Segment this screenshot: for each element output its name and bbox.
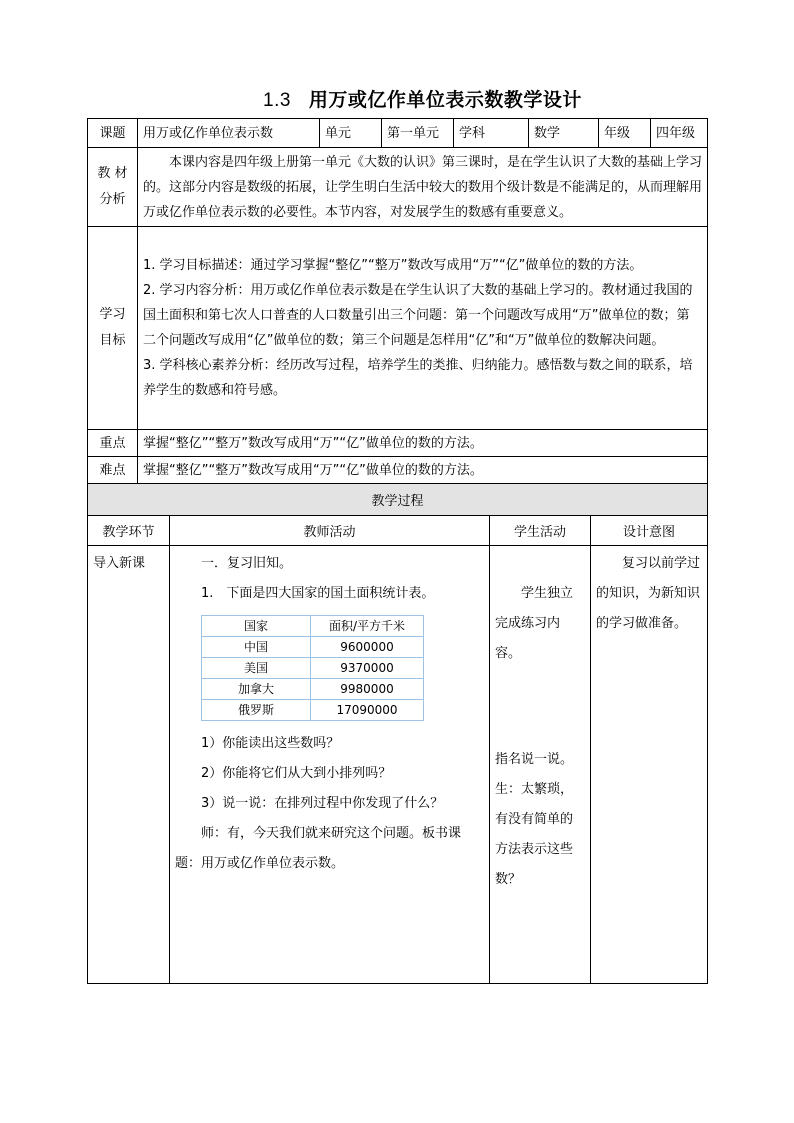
student-activity-cell bbox=[490, 546, 591, 984]
objectives-content bbox=[138, 227, 708, 430]
table-row bbox=[202, 637, 424, 658]
unit-value: 第一单元 bbox=[382, 119, 454, 148]
grade-value: 四年级 bbox=[651, 119, 708, 148]
lesson-info-table bbox=[87, 118, 708, 484]
objective-item: 1. 学习目标描述：通过学习掌握“整亿”“整万”数改写成用“万”“亿”做单位的数的方法。 bbox=[143, 258, 643, 273]
student-b: 指名说一说。 bbox=[495, 752, 574, 767]
country-area: 9600000 bbox=[311, 637, 424, 658]
country-name: 加拿大 bbox=[202, 679, 311, 700]
country-name: 中国 bbox=[202, 637, 311, 658]
table-row bbox=[202, 658, 424, 679]
subject-value: 数学 bbox=[529, 119, 599, 148]
unit-label: 单元 bbox=[320, 119, 382, 148]
student-c: 生：太繁琐，有没有简单的方法表示这些数？ bbox=[495, 782, 574, 887]
document-title bbox=[263, 85, 582, 112]
teacher-summary: 师：有，今天我们就来研究这个问题。板书课题：用万或亿作单位表示数。 bbox=[175, 826, 462, 871]
question-1: 1. 下面是四大国家的国土面积统计表。 bbox=[201, 586, 435, 601]
design-intent-cell bbox=[591, 546, 708, 984]
header-student: 学生活动 bbox=[490, 516, 591, 546]
key-point-text: 掌握“整亿”“整万”数改写成用“万”“亿”做单位的数的方法。 bbox=[138, 430, 708, 457]
student-a: 学生独立完成练习内容。 bbox=[495, 586, 574, 661]
material-row bbox=[88, 148, 708, 227]
difficulty-row bbox=[88, 457, 708, 484]
land-area-col-area: 面积/平方千米 bbox=[311, 616, 424, 637]
course-value: 用万或亿作单位表示数 bbox=[138, 119, 320, 148]
objectives-label: 学习 目标 bbox=[88, 227, 138, 430]
design-intent: 复习以前学过的知识，为新知识的学习做准备。 bbox=[596, 556, 701, 631]
stage-name: 导入新课 bbox=[93, 556, 146, 571]
teaching-process-table bbox=[87, 483, 708, 984]
header-stage: 教学环节 bbox=[88, 516, 170, 546]
country-area: 9980000 bbox=[311, 679, 424, 700]
header-row bbox=[88, 119, 708, 148]
title-text: 用万或亿作单位表示数教学设计 bbox=[308, 89, 582, 111]
key-point-row bbox=[88, 430, 708, 457]
process-header-row bbox=[88, 516, 708, 546]
difficulty-label: 难点 bbox=[88, 457, 138, 484]
title-number: 1.3 bbox=[263, 90, 291, 111]
header-intent: 设计意图 bbox=[591, 516, 708, 546]
difficulty-text: 掌握“整亿”“整万”数改写成用“万”“亿”做单位的数的方法。 bbox=[138, 457, 708, 484]
table-row bbox=[202, 700, 424, 721]
objective-item: 2. 学习内容分析：用万或亿作单位表示数是在学生认识了大数的基础上学习的。教材通过我国的国土面积和第七次人口普查的人口数量引出三个问题：第一个问题改写成用“万”做单位的数；第二个问题改写成用“亿”做单位的数；第三个问题是怎样用“亿”和“万”做单位的数解决问题。 bbox=[143, 283, 693, 348]
stage-cell bbox=[88, 546, 170, 984]
material-text: 本课内容是四年级上册第一单元《大数的认识》第三课时，是在学生认识了大数的基础上学习的。这部分内容是数级的拓展，让学生明白生活中较大的数用个级计数是不能满足的，从而理解用万或亿作单位表示数的必要性。本节内容，对发展学生的数感有重要意义。 bbox=[138, 148, 708, 227]
country-name: 美国 bbox=[202, 658, 311, 679]
table-row bbox=[202, 679, 424, 700]
country-area: 9370000 bbox=[311, 658, 424, 679]
ask-3: 3）说一说：在排列过程中你发现了什么？ bbox=[201, 796, 444, 811]
material-label: 教 材 分析 bbox=[88, 148, 138, 227]
process-content-row bbox=[88, 546, 708, 984]
ask-2: 2）你能将它们从大到小排列吗？ bbox=[201, 766, 392, 781]
country-area: 17090000 bbox=[311, 700, 424, 721]
objective-item: 3. 学科核心素养分析：经历改写过程，培养学生的类推、归纳能力。感悟数与数之间的联系，培养学生的数感和符号感。 bbox=[143, 358, 693, 398]
land-area-table bbox=[201, 615, 424, 721]
teacher-activity-cell bbox=[170, 546, 490, 984]
course-label: 课题 bbox=[88, 119, 138, 148]
key-point-label: 重点 bbox=[88, 430, 138, 457]
subject-label: 学科 bbox=[454, 119, 529, 148]
process-title: 教学过程 bbox=[88, 484, 708, 516]
review-heading: 一．复习旧知。 bbox=[201, 556, 293, 571]
objectives-row bbox=[88, 227, 708, 430]
process-title-row bbox=[88, 484, 708, 516]
land-area-col-country: 国家 bbox=[202, 616, 311, 637]
ask-1: 1）你能读出这些数吗？ bbox=[201, 736, 340, 751]
grade-label: 年级 bbox=[599, 119, 651, 148]
country-name: 俄罗斯 bbox=[202, 700, 311, 721]
header-teacher: 教师活动 bbox=[170, 516, 490, 546]
land-area-header-row bbox=[202, 616, 424, 637]
